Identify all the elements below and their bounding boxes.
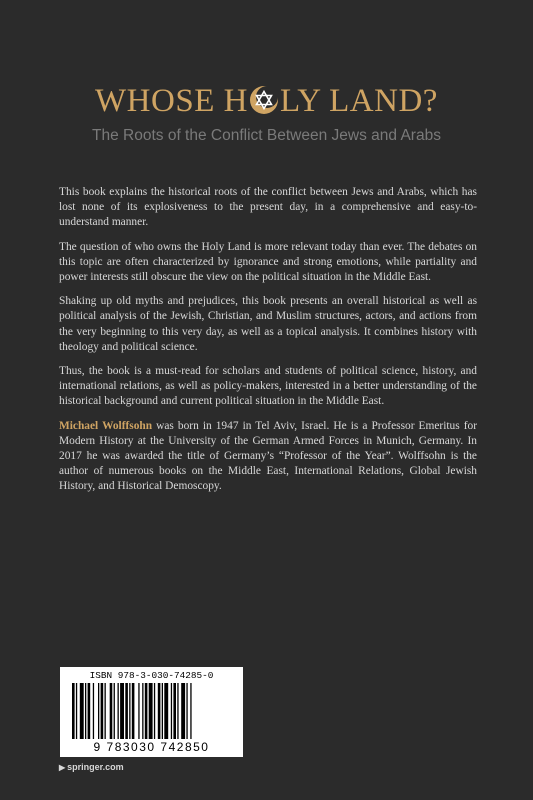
blurb-paragraph-2: The question of who owns the Holy Land is more relevant today than ever. The debates on this topic are often characterized by ignorance and strong emotions, while partiality and power interests still obscure the view on the political situation in the Middle East.: [59, 240, 477, 284]
publisher-url[interactable]: [59, 762, 124, 772]
isbn-label: ISBN 978-3-030-74285-0: [89, 670, 214, 681]
back-cover-blurb: [59, 185, 477, 504]
title-part-1: WHOSE H: [95, 83, 248, 119]
author-bio: [59, 419, 477, 495]
blurb-paragraph-1: This book explains the historical roots of the conflict between Jews and Arabs, which has lost none of its explosiveness to the present day, in a comprehensive and easy-to-understand manner.: [59, 186, 477, 229]
blurb-paragraph-4: Thus, the book is a must-read for scholars and students of political science, history, and international relations, as well as policy-makers, interested in a better understanding of the historical background and current political situation in the Middle East.: [59, 365, 477, 408]
author-name: Michael Wolffsohn: [59, 419, 153, 432]
book-title: [0, 83, 533, 120]
barcode-bars: [64, 683, 239, 741]
right-triangle-icon: ▶: [59, 763, 66, 772]
book-subtitle: The Roots of the Conflict Between Jews and Arabs: [92, 127, 441, 144]
barcode-digits: 9 783030 742850: [93, 740, 210, 754]
star-and-crescent-icon: [249, 85, 279, 115]
publisher-url-text: springer.com: [67, 762, 124, 772]
title-part-2: LY LAND?: [279, 83, 438, 119]
blurb-paragraph-3: Shaking up old myths and prejudices, this book presents an overall historical as well as political analysis of the Jewish, Christian, and Muslim structures, actors, and actions from the very beginning to this very day, as well as a topical analysis. It combines history with theology and political science.: [59, 295, 477, 353]
author-bio-text: was born in 1947 in Tel Aviv, Israel. He is a Professor Emeritus for Modern History at the University of the German Armed Forces in Munich, Germany. In 2017 he was awarded the title of Germany’s “Professor of the Year”. Wolffsohn is the author of numerous books on the Middle East, International Relations, Global Jewish History, and Historical Demoscopy.: [59, 419, 477, 493]
isbn-barcode: [60, 667, 243, 757]
